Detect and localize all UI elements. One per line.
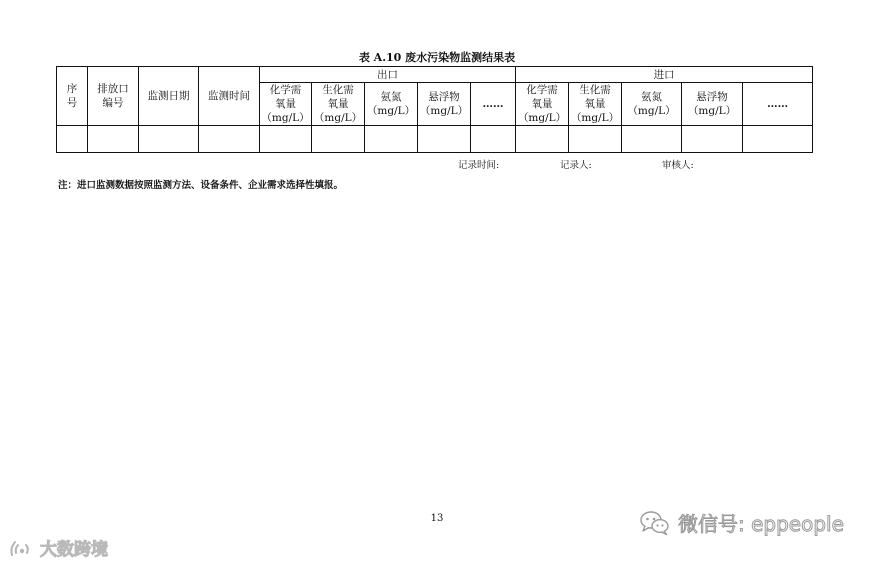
header-outlet-no: 排放口 编号 [88,67,139,126]
header-out-cod: 化学需 氧量 （mg/L） [261,84,310,124]
table-cell [516,126,569,153]
header-out-suspended-solids: 悬浮物 （mg/L） [418,83,471,126]
table-cell [365,126,418,153]
header-in-cod: 化学需 氧量 （mg/L） [516,83,569,126]
table-cell [471,126,516,153]
header-in-ammonia: 氨氮 （mg/L） [622,83,682,126]
watermark-left-text: 大数跨境 [40,540,108,560]
table-cell [418,126,471,153]
header-out-more: …… [471,83,516,126]
table-cell [260,126,312,153]
header-in-more: …… [743,83,813,126]
table-cell [199,126,260,153]
header-in-bod: 生化需 氧量 （mg/L） [569,83,622,126]
table-cell [57,126,88,153]
header-seq: 序 号 [57,67,88,126]
table-note: 注：进口监测数据按照监测方法、设备条件、企业需求选择性填报。 [58,180,344,191]
table-title: 表 A.10 废水污染物监测结果表 [358,51,516,64]
table-row [57,126,813,153]
table-cell [312,126,365,153]
header-monitor-time: 监测时间 [199,67,260,126]
header-out-bod: 生化需 氧量 （mg/L） [312,83,365,126]
table-cell [682,126,743,153]
watermark-right [640,508,844,537]
table-cell [743,126,813,153]
reviewer-label: 审核人: [662,160,694,171]
header-out-ammonia: 氨氮 （mg/L） [365,83,418,126]
table-cell [88,126,139,153]
table-cell [569,126,622,153]
header-group-inlet: 进口 [516,67,813,83]
record-time-label: 记录时间: [458,160,500,171]
monitoring-results-table [56,66,813,153]
signal-logo-icon [8,537,34,559]
watermark-right-text: 微信号: eppeople [678,512,844,536]
watermark-left [8,535,108,560]
table-cell [139,126,199,153]
page-number: 13 [430,513,444,524]
table-cell [622,126,682,153]
header-in-suspended-solids: 悬浮物 （mg/L） [682,83,743,126]
header-monitor-date: 监测日期 [139,67,199,126]
wechat-icon [640,510,670,536]
recorder-label: 记录人: [560,160,592,171]
header-group-outlet: 出口 [260,67,516,83]
